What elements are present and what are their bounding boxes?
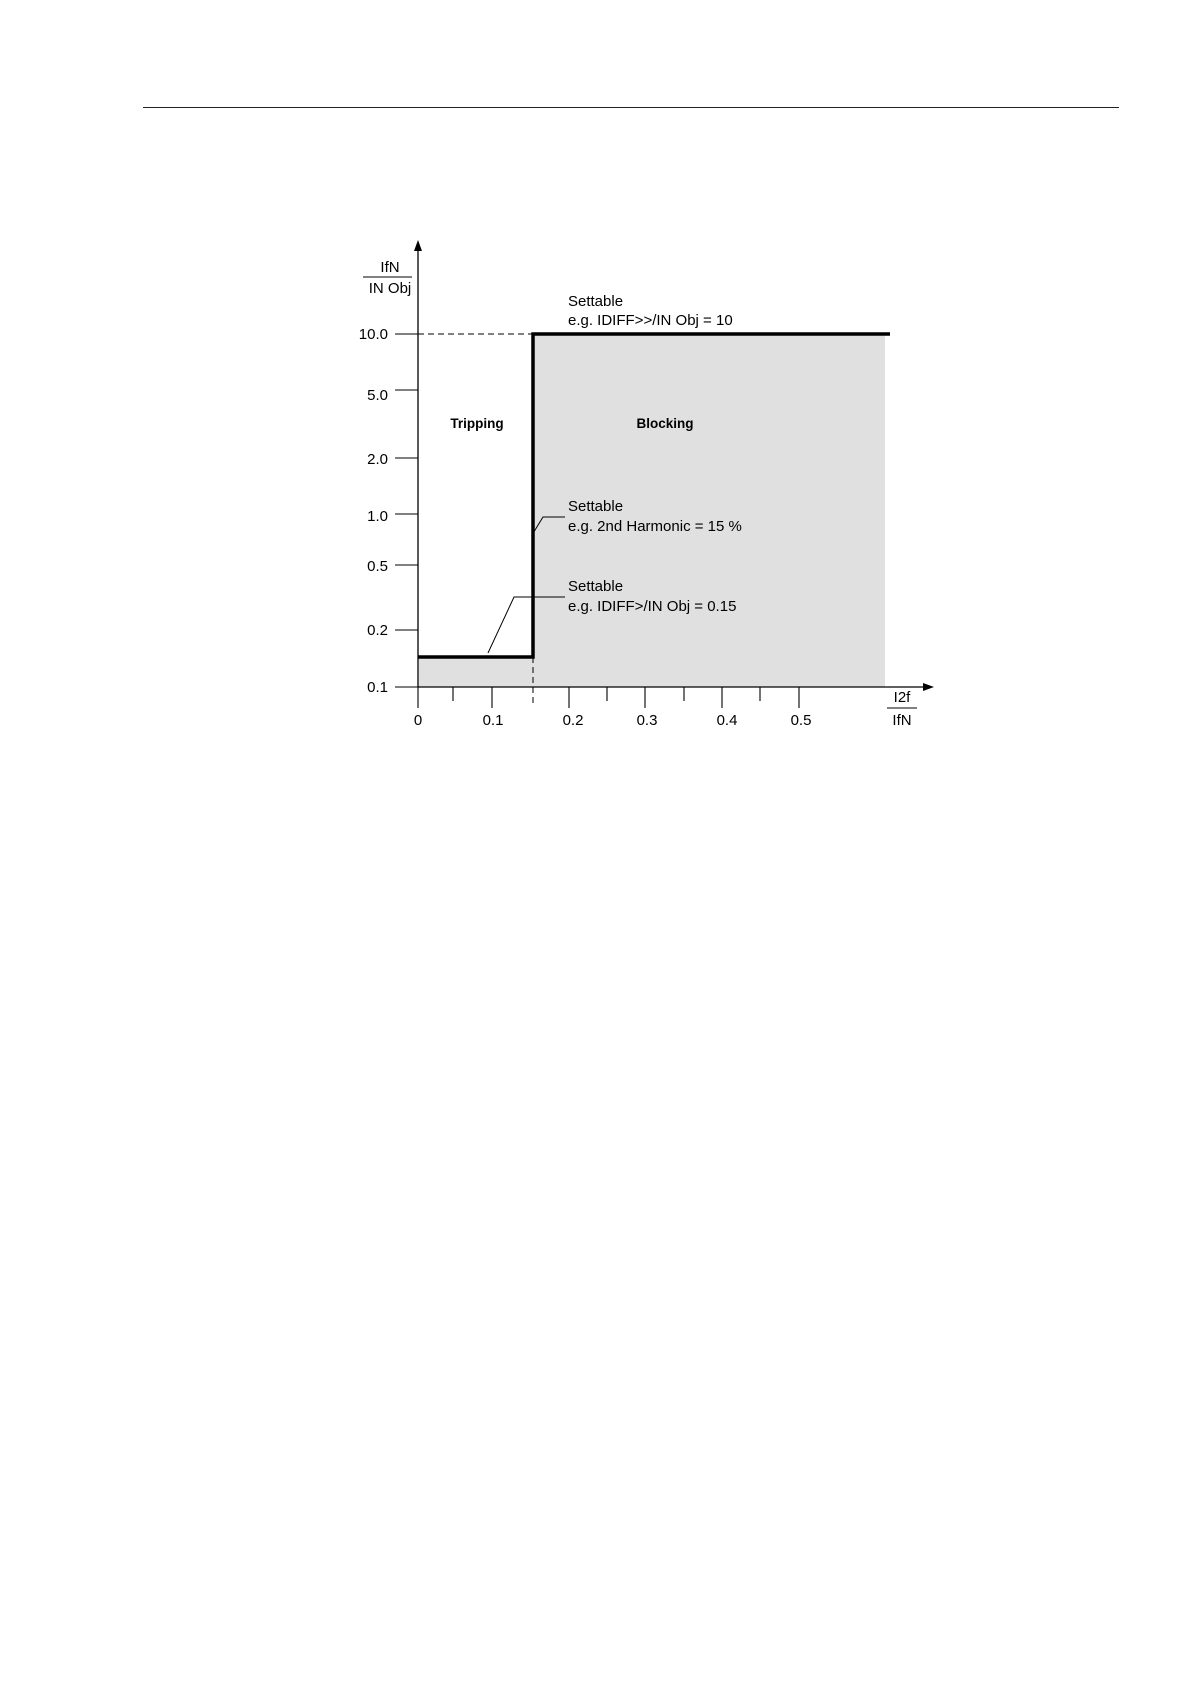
annotation-lower-line1: Settable bbox=[568, 578, 624, 595]
blocking-region-label: Blocking bbox=[636, 416, 694, 431]
x-axis-label-denominator: IfN bbox=[892, 712, 912, 729]
y-tick-label: 0.2 bbox=[367, 622, 388, 639]
annotation-upper-line2: e.g. IDIFF>>/IN Obj = 10 bbox=[568, 312, 733, 329]
annotation-upper-line1: Settable bbox=[568, 293, 624, 310]
y-axis-label-denominator: IN Obj bbox=[368, 280, 412, 297]
tripping-region-label: Tripping bbox=[450, 416, 504, 431]
x-tick-label: 0.2 bbox=[562, 712, 584, 729]
y-tick-label: 0.1 bbox=[367, 679, 388, 696]
y-ticks bbox=[395, 334, 418, 687]
x-tick-label: 0.4 bbox=[716, 712, 738, 729]
annotation-harmonic-line1: Settable bbox=[568, 498, 624, 515]
annotation-harmonic-line2: e.g. 2nd Harmonic = 15 % bbox=[568, 518, 742, 535]
x-tick-label: 0.5 bbox=[790, 712, 812, 729]
y-tick-label: 1.0 bbox=[367, 508, 388, 525]
x-axis-arrow bbox=[923, 683, 934, 691]
x-tick-label: 0.1 bbox=[482, 712, 504, 729]
x-ticks bbox=[418, 687, 799, 708]
blocking-region bbox=[419, 334, 885, 687]
x-axis-label-numerator: I2f bbox=[893, 689, 911, 706]
annotation-lower-line2: e.g. IDIFF>/IN Obj = 0.15 bbox=[568, 598, 737, 615]
y-tick-label: 2.0 bbox=[367, 451, 388, 468]
y-axis-arrow bbox=[414, 240, 422, 251]
y-axis-label-numerator: IfN bbox=[380, 259, 400, 276]
x-tick-label: 0.3 bbox=[636, 712, 658, 729]
y-tick-label: 0.5 bbox=[367, 558, 388, 575]
x-tick-label: 0 bbox=[413, 712, 423, 729]
y-tick-label: 5.0 bbox=[367, 387, 388, 404]
y-tick-label: 10.0 bbox=[358, 326, 388, 343]
